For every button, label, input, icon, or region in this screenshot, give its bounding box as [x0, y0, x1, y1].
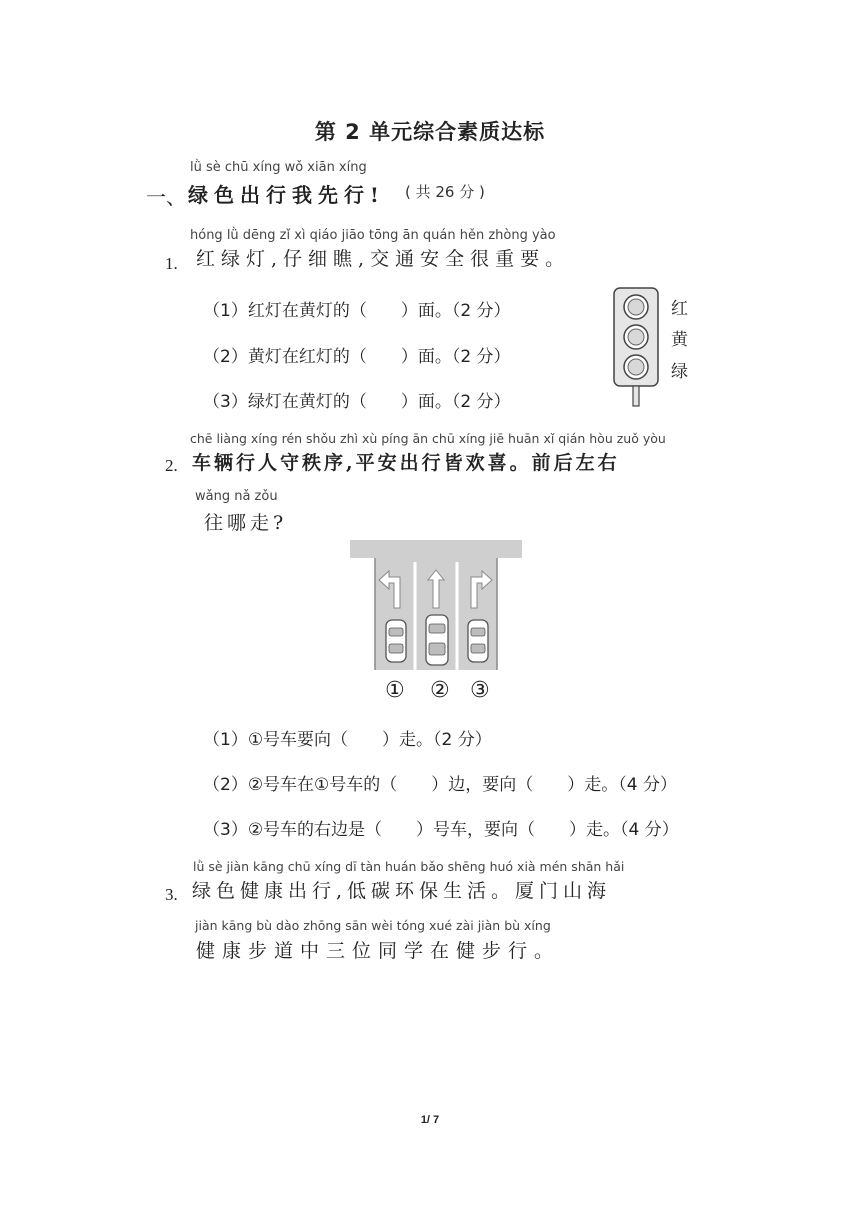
section1-heading: 绿色出行我先行!: [188, 183, 385, 207]
car-1: [386, 620, 406, 662]
q1-item-3: （3）绿灯在黄灯的（ ）面。（2 分）: [203, 392, 511, 412]
q1-item-2: （2）黄灯在红灯的（ ）面。（2 分）: [203, 347, 511, 367]
lane-label-2: ②: [430, 678, 450, 703]
lane-label-3: ③: [470, 678, 490, 703]
q2-pinyin-2: wǎng nǎ zǒu: [195, 489, 278, 504]
road-lanes-illustration: [350, 540, 522, 670]
q3-text-1: 绿色健康出行,低碳环保生活。厦门山海: [192, 880, 612, 902]
lane-label-1: ①: [385, 678, 405, 703]
q1-number: 1.: [165, 254, 178, 273]
q3-text-2: 健康步道中三位同学在健步行。: [196, 940, 561, 962]
car-2: [426, 615, 448, 665]
car-3: [468, 620, 488, 662]
page-title: 第 2 单元综合素质达标: [314, 120, 546, 144]
light-label-red: 红: [671, 299, 688, 319]
q3-pinyin-1: lǜ sè jiàn kāng chū xíng dī tàn huán bǎo shēng huó xià mén shān hǎi: [193, 859, 625, 874]
q2-pinyin-1: chē liàng xíng rén shǒu zhì xù píng ān chū xíng jiē huān xǐ qián hòu zuǒ yòu: [190, 431, 666, 446]
section1-score: ( 共 26 分 ): [405, 183, 485, 201]
section1-mark: 一、: [146, 185, 186, 209]
q2-number: 2.: [165, 456, 178, 475]
q2-item-3: （3）②号车的右边是（ ）号车，要向（ ）走。（4 分）: [203, 820, 679, 840]
q3-number: 3.: [165, 885, 178, 904]
q1-text: 红绿灯,仔细瞧,交通安全很重要。: [196, 248, 571, 270]
crossroad: [350, 540, 522, 558]
section1-pinyin: lǜ sè chū xíng wǒ xiān xíng: [190, 160, 367, 175]
q2-item-1: （1）①号车要向（ ）走。（2 分）: [203, 730, 492, 750]
q1-pinyin: hóng lǜ dēng zǐ xì qiáo jiāo tōng ān quán hěn zhòng yào: [190, 228, 556, 243]
light-label-green: 绿: [671, 362, 688, 382]
page-number: 1/ 7: [420, 1114, 440, 1126]
traffic-light-illustration: [606, 285, 666, 410]
q3-pinyin-2: jiàn kāng bù dào zhōng sān wèi tóng xué zài jiàn bù xíng: [195, 918, 551, 933]
traffic-light-pole: [633, 386, 639, 406]
q2-text-1: 车辆行人守秩序,平安出行皆欢喜。前后左右: [192, 452, 620, 474]
q2-item-2: （2）②号车在①号车的（ ）边，要向（ ）走。（4 分）: [203, 775, 678, 795]
q2-text-2: 往哪走?: [204, 512, 288, 534]
light-label-yellow: 黄: [671, 330, 688, 350]
q1-item-1: （1）红灯在黄灯的（ ）面。（2 分）: [203, 301, 511, 321]
